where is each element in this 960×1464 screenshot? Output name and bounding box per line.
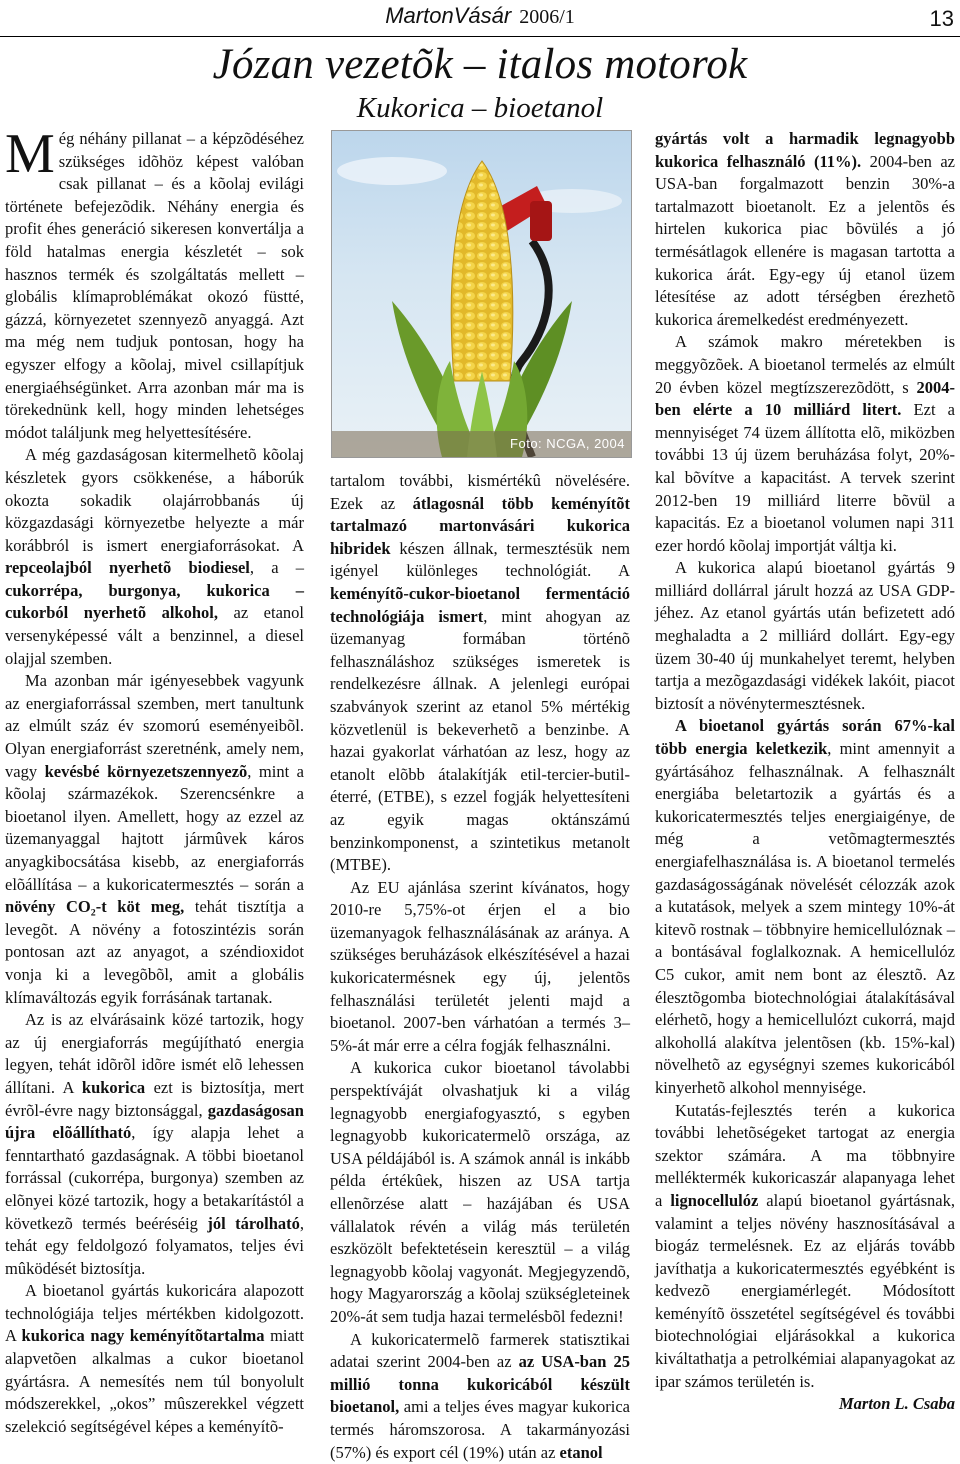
paragraph: A bioetanol gyártás során 67%-kal több energia keletkezik, mint amennyit a gyártásához felhasználnak. A felhasznált energiába beletartozik a gyártás és a kukoricatermesztés teljes energiaigénye, de még a vetõmagtermesztés energiafelhasználása is. A bioetanol termelés gazdaságosságának növelését célozzák azok a kutatások, melyek a szem mintegy 10%-át kitevõ rostnak – többnyire hemicellulóznak – a bontásával foglalkoznak. A hemicellulóz C5 cukor, amit nem bont az élesztõ. Az élesztõgomba biotechnológiai átalakításával elérhetõ, hogy a hemicellulózt cukorrá, majd alkohollá alakítva jelentõsen (kb. 15%-kal) növelhetõ az egységnyi szemes kukoricából kinyerhetõ alkohol mennyisége. [655, 716, 955, 1097]
paragraph: A bioetanol gyártás kukoricára alapozott technológiája teljes mértékben kidolgozott. A kukorica nagy keményítõtartalma miatt alapvetõen alkalmas a cukor bioetanol gyártásra. A nemesítés nem túl bonyolult módszerekkel, „okos” mûszerekkel végzett szelekció segítségével képes a keményítõ- [5, 1281, 304, 1436]
article-subtitle: Kukorica – bioetanol [356, 92, 604, 124]
article-column-1 [5, 123, 305, 1438]
article-column-3 [655, 128, 955, 1416]
article-title: Józan vezetõk – italos motorok [212, 41, 748, 88]
paragraph: Az EU ajánlása szerint kívánatos, hogy 2010-re 5,75%-ot érjen el a bio üzemanyagok felhasználásának az aránya. A szükséges beruházások elkészítésével a hazai kukoricatermésnek egy új, jelentõs felhasználási területét jelenti majd a bioetanol. 2007-ben várhatóan a termés 3–5%-át már erre a célra fogják felhasználni. [330, 877, 630, 1055]
drop-cap: M [5, 123, 55, 185]
photo-credit: Foto: NCGA, 2004 [510, 436, 625, 451]
header-rule [0, 36, 960, 37]
paragraph: Még néhány pillanat – a képzõdéséhez szükséges idõhöz képest valóban csak pillanat – és a kõolaj evilági története befejezõdik. Néhány energia és profit éhes generáció sikeresen konvertálja a föld hatalmas energia készletét – sok hasznos termék és szolgáltatás mellett – globális klímaproblémákat okozó füstté, gázzá, környezetet szennyezõ anyaggá. Azt ma még nem tudjuk pontosan, hogy ha egyszer elfogy a kõolaj, mivel csillapítjuk energiaéhségünket. Arra azonban már ma is törekednünk kell, hogy minden lehetséges módot találjunk meg helyettesítésére. [5, 123, 304, 442]
paragraph: A kukorica alapú bioetanol gyártás 9 milliárd dollárral járult hozzá az USA GDP-jéhez. Az etanol gyártás után befizetett adó meghaladta a 2 milliárd dollárt. Egy-egy üzem 30-40 új munkahelyet teremt, helyben tartja a mezõgazdasági vidékek lakóit, piacot biztosít a növénytermesztésnek. [655, 558, 955, 713]
paragraph: A még gazdaságosan kitermelhetõ kõolaj készletek gyors csökkenése, a háborúk okozta sokadik olajárrobbanás új közgazdasági környezetbe helyezte a már korábbról is ismert energiaforrásokat. A repceolajból nyerhetõ biodiesel, a – cukorrépa, burgonya, kukorica – cukorból nyerhetõ alkohol, az etanol versenyképessé vált a benzinnel, a diesel olajjal szemben. [5, 445, 304, 668]
paragraph: Az is az elvárásaink közé tartozik, hogy az új energiaforrás megújítható energia legyen, tehát idõrõl idõre ismét elõ lehessen állítani. A kukorica ezt is biztosítja, mert évrõl-évre nagy biztonsággal, gazdaságosan újra elõállítható, így alapja lehet a fenntartható gazdaságnak. A többi bioetanol forrással (cukorrépa, burgonya) szemben az elõnyei közé tartozik, hogy a betakarítástól a következõ termés beéréséig jól tárolható, tehát egy feldolgozó folyamatos, teljes évi mûködését biztosítja. [5, 1010, 304, 1278]
magazine-name: MartonVásár [385, 3, 512, 28]
author-signature: Marton L. Csaba [839, 1394, 955, 1414]
article-column-2 [330, 470, 630, 1464]
paragraph: A számok makro méretekben is meggyõzõek. A bioetanol termelés az elmúlt 20 évben közel megtízszerezõdött, s 2004-ben elérte a 10 milliárd litert. Ezt a mennyiséget 74 üzem állította elõ, miközben további 13 új üzem beruházása folyt, 20%-kal bõvítve a kapacitást. A tervek szerint 2012-ben 19 milliárd literre bõvül a kapacitás. Ez a bioetanol volumen napi 311 ezer hordó kõolaj importját váltja ki. [655, 332, 956, 555]
paragraph: A kukorica cukor bioetanol távolabbi perspektíváját olvashatjuk ki a világ legnagyobb energiafogyasztó, s egyben legnagyobb kukoricatermelõ országa, az USA példájából is. A számok annál is inkább példa értékûek, hiszen az USA tartja ellenõrzése alatt – hazájában és USA vállalatok révén a világ más területén eszközölt befektetésein keresztül – a világ legnagyobb kõolaj vagyonát. Megjegyzendõ, hogy Magyarország a kõolaj szükségleteinek 20%-át sem tudja hazai termelésbõl fedezni! [330, 1058, 630, 1326]
corn-cob-illustration [332, 131, 631, 457]
paragraph: gyártás volt a harmadik legnagyobb kukorica felhasználó (11%). 2004-ben az USA-ban forgalmazott benzin 30%-a tartalmazott bioetanolt. Ez a jelentõs és hirtelen kukorica piac bõvülés a jó termésátlagok ellenére is magasan tartotta a kukorica árát. Egy-egy új etanol üzem létesítése az adott térségben érezhetõ kukorica áremelkedést eredményezett. [655, 129, 955, 329]
corn-fuel-photo [331, 130, 632, 458]
paragraph: Ma azonban már igényesebbek vagyunk az energiaforrással szemben, mert tanultunk az elmúlt száz év szomorú eseményeibõl. Olyan energiaforrást szeretnénk, amely nem, vagy kevésbé környezetszennyezõ, mint a kõolaj származékok. Szerencsénkre a bioetanol ilyen. Amellett, hogy az ezzel az üzemanyaggal hajtott jármûvek káros anyagkibocsátása kisebb, az energiaforrás elõállítása – a kukoricatermesztés – során a növény CO₂-t köt meg, tehát tisztítja a levegõt. A növény a fotoszintézis során pontosan azt az anyagot, a széndioxidot vonja ki a levegõbõl, amit a globális klímaváltozás egyik forrásának tartanak. [5, 671, 305, 1007]
paragraph: A kukoricatermelõ farmerek statisztikai adatai szerint 2004-ben az az USA-ban 25 millió tonna kukoricából készült bioetanol, ami a teljes éves magyar kukorica termés háromszorosa. A takarmányozási (57%) és export cél (19%) után az etanol [330, 1329, 630, 1462]
paragraph: tartalom további, kismértékû növelésére. Ezek az átlagosnál több keményítõt tartalmazó martonvásári kukorica hibridek készen állnak, termesztésük nem igényel különleges technológiát. A keményítõ-cukor-bioetanol fermentáció technológiája ismert, mint ahogyan az üzemanyag formában történõ felhasználáshoz szükséges ismeretek is rendelkezésre állnak. A jelenlegi európai szabványok szerint az etanol 5% mértékig közvetlenül is bekeverhetõ a benzinbe. A hazai gyakorlat várhatóan az lesz, hogy az etanolt elõbb átalakítják etil-tercier-butil-éterré, (ETBE), s ezzel fogják helyettesíteni az egyik magas oktánszámú benzinkomponenst, a szintetikus metanolt (MTBE). [330, 471, 630, 875]
page-number: 13 [929, 6, 954, 31]
paragraph: Kutatás-fejlesztés terén a kukorica további lehetõségeket tartogat az energia szektor számára. A ma többnyire melléktermék kukoricaszár alapanyaga lehet a lignocellulóz alapú bioetanol gyártásnak, valamint a teljes növény hasznosításával a biogáz termelésnek. Ez az eljárás tovább javíthatja a kukoricatermesztés egyébként is kedvezõ energiamérlegét. Módosított keményítõ összetétel segítségével és további biotechnológiai eljárásokkal a kukorica kiváltathatja a petrolkémiai alapanyagokat az ipar számos területén is. [655, 1100, 955, 1391]
issue-number: 2006/1 [519, 6, 575, 28]
masthead [0, 3, 960, 29]
